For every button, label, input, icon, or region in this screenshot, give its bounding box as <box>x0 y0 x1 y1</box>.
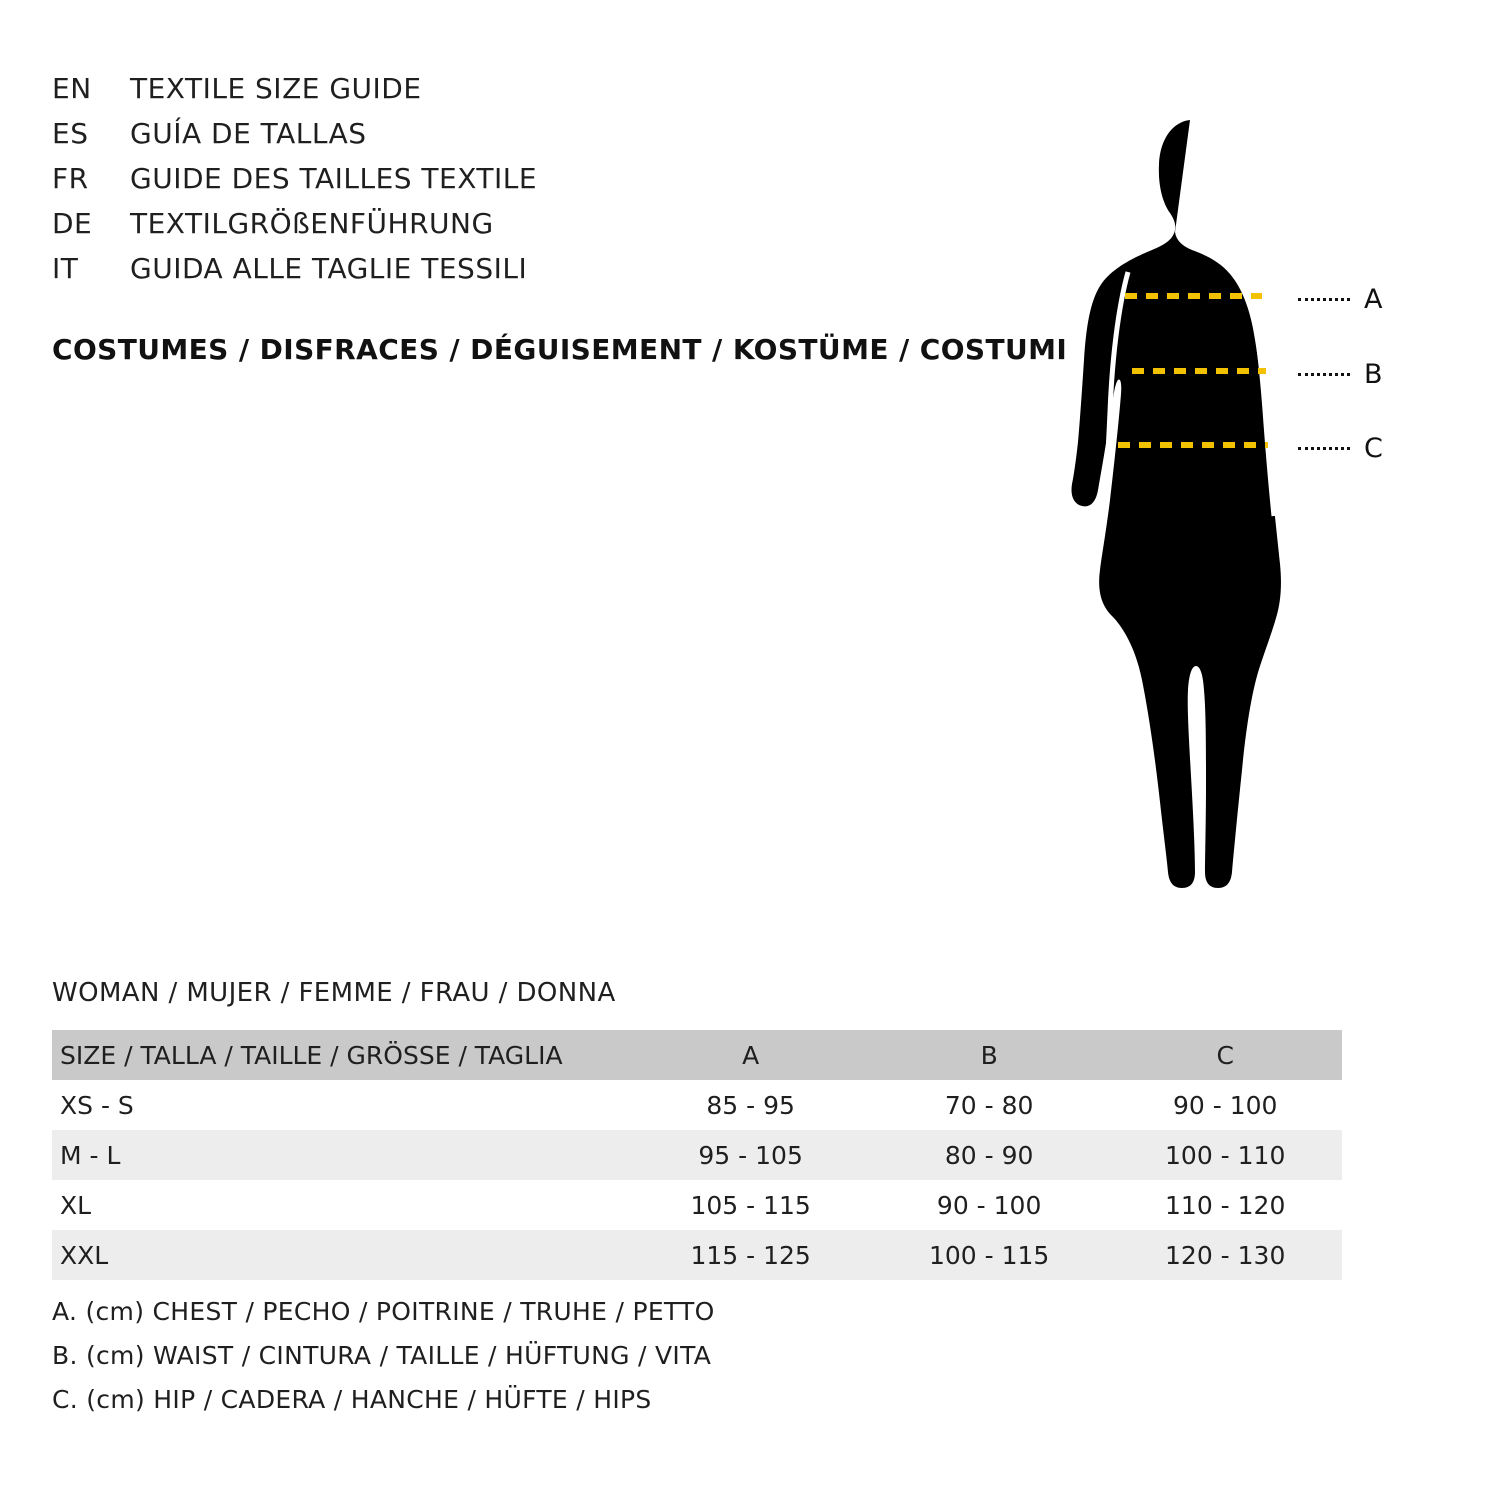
column-header-c: C <box>1216 1040 1234 1070</box>
silhouette-svg <box>1040 60 1460 940</box>
cell-chest: 85 - 95 <box>706 1090 795 1120</box>
legend-chest: A. (cm) CHEST / PECHO / POITRINE / TRUHE / PETTO <box>52 1297 715 1326</box>
cell-hip: 120 - 130 <box>1165 1240 1286 1270</box>
table-row <box>52 1180 1342 1230</box>
marker-leader-line <box>1298 298 1350 301</box>
size-table-head <box>52 1030 1342 1080</box>
marker-leader-line <box>1298 447 1350 450</box>
cell-waist: 70 - 80 <box>944 1090 1034 1120</box>
marker-leader-line <box>1298 373 1350 376</box>
language-text: GUIDE DES TAILLES TEXTILE <box>130 162 538 195</box>
cell-size: XS - S <box>60 1090 134 1120</box>
language-row-de <box>52 207 1032 252</box>
table-title: WOMAN / MUJER / FEMME / FRAU / DONNA <box>52 978 616 1008</box>
language-code: ES <box>52 117 89 150</box>
marker-b <box>1298 359 1383 390</box>
cell-waist: 100 - 115 <box>928 1240 1050 1270</box>
column-header-a: A <box>742 1040 760 1070</box>
cell-chest: 105 - 115 <box>690 1190 811 1220</box>
cell-chest: 95 - 105 <box>698 1140 803 1170</box>
language-text: TEXTILE SIZE GUIDE <box>130 72 422 105</box>
size-table <box>52 1030 1342 1280</box>
marker-label: A <box>1364 284 1383 315</box>
cell-waist: 90 - 100 <box>936 1190 1042 1220</box>
language-text: GUIDA ALLE TAGLIE TESSILI <box>130 252 528 285</box>
table-row <box>52 1080 1342 1130</box>
language-text: TEXTILGRÖßENFÜHRUNG <box>130 207 494 240</box>
measurement-legend <box>52 1290 715 1422</box>
cell-hip: 100 - 110 <box>1165 1140 1286 1170</box>
table-row <box>52 1130 1342 1180</box>
language-row-en <box>52 72 1032 117</box>
cell-size: XXL <box>60 1240 109 1270</box>
language-row-it <box>52 252 1032 297</box>
language-text: GUÍA DE TALLAS <box>130 117 367 150</box>
marker-label: B <box>1364 359 1383 390</box>
cell-size: XL <box>60 1190 92 1220</box>
size-table-body <box>52 1080 1342 1280</box>
language-code: IT <box>52 252 79 285</box>
cell-chest: 115 - 125 <box>690 1240 811 1270</box>
language-code: FR <box>52 162 89 195</box>
cell-size: M - L <box>60 1140 121 1170</box>
legend-hip: C. (cm) HIP / CADERA / HANCHE / HÜFTE / HIPS <box>52 1385 652 1414</box>
marker-label: C <box>1364 433 1383 464</box>
table-row <box>52 1230 1342 1280</box>
column-header-b: B <box>980 1040 998 1070</box>
marker-c <box>1298 433 1383 464</box>
legend-waist: B. (cm) WAIST / CINTURA / TAILLE / HÜFTUNG / VITA <box>52 1341 712 1370</box>
cell-hip: 110 - 120 <box>1165 1190 1286 1220</box>
marker-a <box>1298 284 1382 315</box>
female-silhouette-figure <box>1040 60 1460 940</box>
language-row-fr <box>52 162 1032 207</box>
language-row-es <box>52 117 1032 162</box>
cell-waist: 80 - 90 <box>944 1140 1034 1170</box>
cell-hip: 90 - 100 <box>1172 1090 1278 1120</box>
language-list <box>52 72 1032 297</box>
language-code: DE <box>52 207 93 240</box>
column-header-size: SIZE / TALLA / TAILLE / GRÖSSE / TAGLIA <box>60 1040 563 1070</box>
language-code: EN <box>52 72 92 105</box>
table-header-row <box>52 1030 1342 1080</box>
costume-category-heading: COSTUMES / DISFRACES / DÉGUISEMENT / KOSTÜME / COSTUMI <box>52 333 1068 366</box>
